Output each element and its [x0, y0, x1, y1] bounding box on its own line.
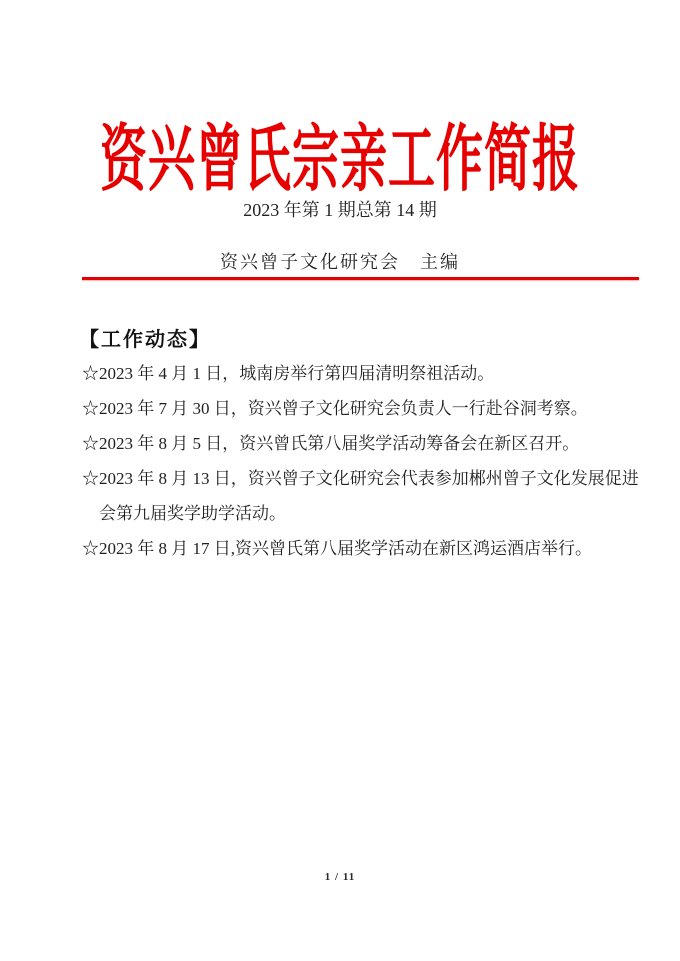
news-item: ☆2023 年 8 月 17 日,资兴曾氏第八届奖学活动在新区鸿运酒店举行。	[82, 539, 592, 558]
news-item: ☆2023 年 8 月 13 日，资兴曾子文化研究会代表参加郴州曾子文化发展促进会第九届奖学助学活动。	[82, 469, 639, 523]
document-title: 资兴曾氏宗亲工作简报	[100, 120, 580, 202]
section-heading: 【工作动态】	[79, 329, 211, 351]
news-item: ☆2023 年 4 月 1 日，城南房举行第四届清明祭祖活动。	[82, 364, 495, 383]
page-number: 1 / 11	[324, 871, 356, 883]
news-item: ☆2023 年 8 月 5 日，资兴曾氏第八届奖学活动筹备会在新区召开。	[82, 434, 580, 453]
divider-line	[82, 277, 639, 280]
issue-line: 2023 年第 1 期总第 14 期	[243, 200, 437, 220]
editor-line: 资兴曾子文化研究会 主编	[220, 252, 460, 272]
news-list	[82, 356, 642, 566]
news-item: ☆2023 年 7 月 30 日，资兴曾子文化研究会负责人一行赴谷洞考察。	[82, 399, 588, 418]
